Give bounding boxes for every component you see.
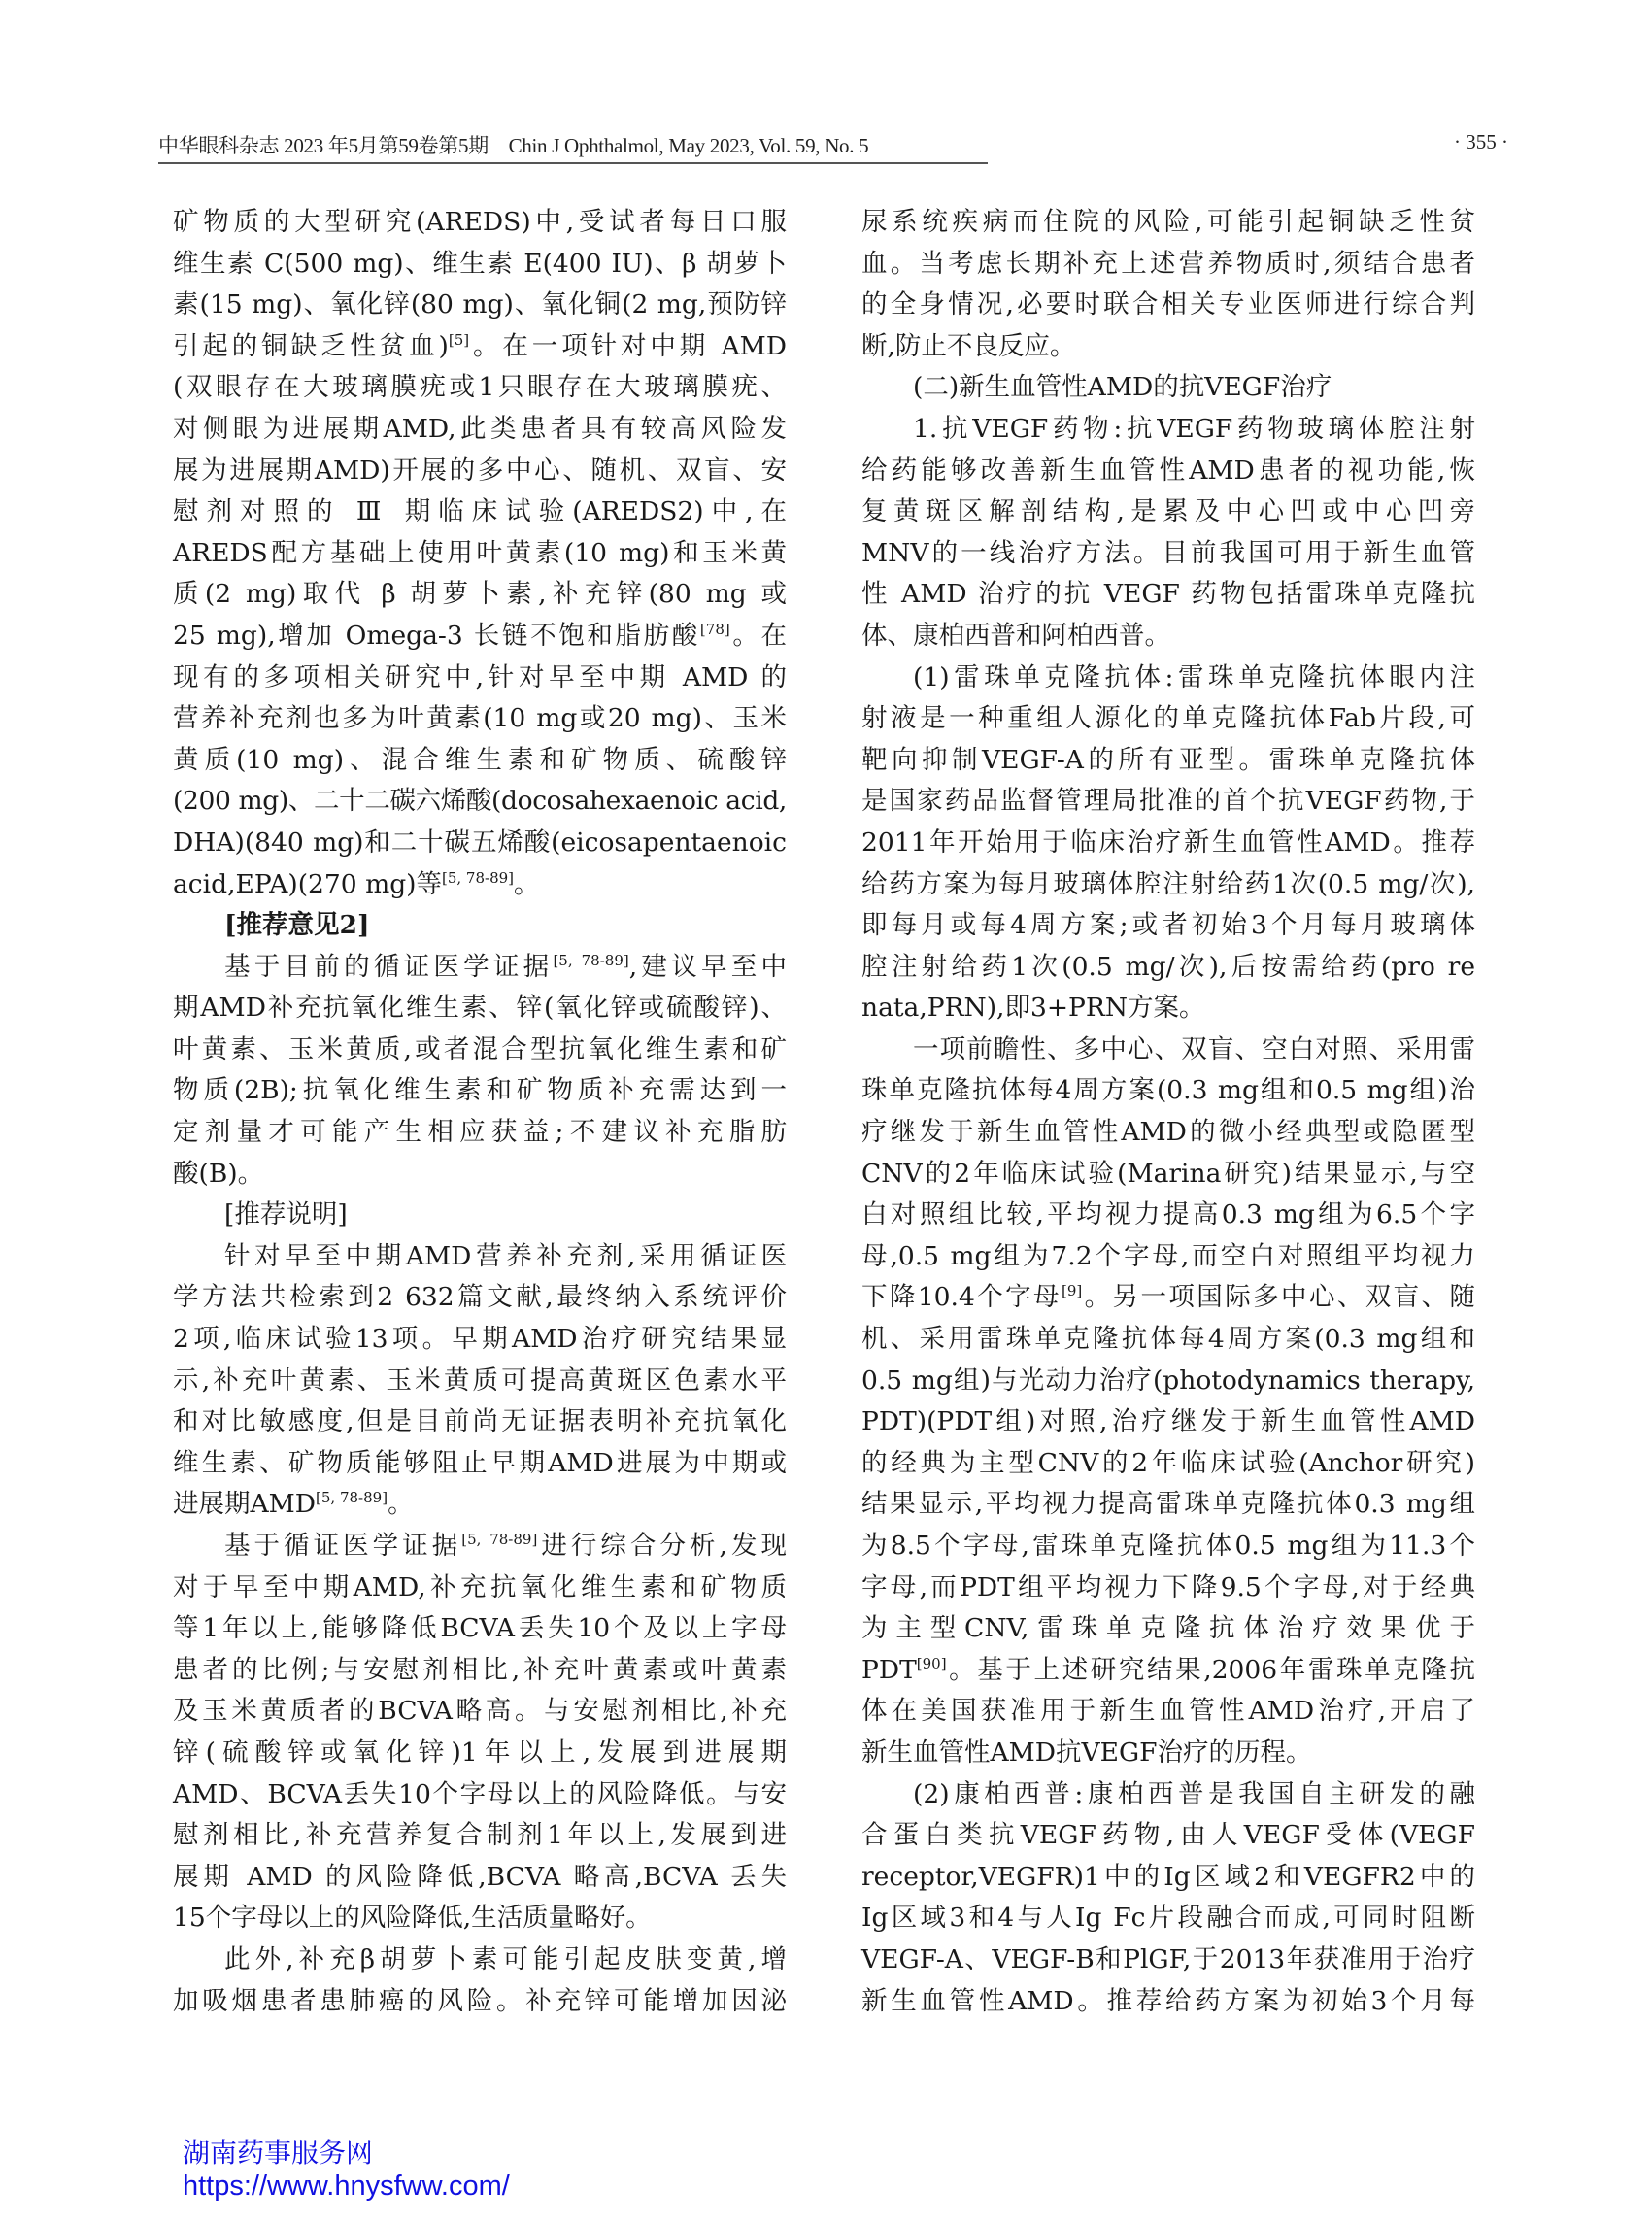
line-text: 下降10.4个字母: [861, 1282, 1062, 1313]
line-text: MNV的一线治疗方法。目前我国可用于新生血管: [861, 537, 1475, 568]
line-text: 为8.5个字母,雷珠单克隆抗体0.5 mg组为11.3个: [861, 1531, 1475, 1561]
text-line: [861, 1195, 1475, 1236]
text-line: [861, 409, 1475, 451]
watermark-url-link[interactable]: https://www.hnysfww.com/: [183, 2171, 510, 2202]
text-line: [861, 823, 1475, 864]
text-line: [173, 1857, 787, 1899]
text-line: [173, 1815, 787, 1857]
text-line: [173, 1070, 787, 1112]
text-line: [861, 1070, 1475, 1112]
line-text: [推荐意见2]: [224, 910, 370, 941]
line-text: (双眼存在大玻璃膜疣或1只眼存在大玻璃膜疣、: [173, 372, 787, 403]
line-text: 新生血管性AMD。推荐给药方案为初始3个月每: [861, 1985, 1475, 2016]
line-text: nata,PRN),即3+PRN方案。: [861, 993, 1205, 1024]
line-text: 靶向抑制VEGF-A的所有亚型。雷珠单克隆抗体: [861, 744, 1475, 775]
text-line: [861, 1443, 1475, 1485]
text-line: [173, 1195, 787, 1236]
line-text: 合蛋白类抗VEGF药物,由人VEGF受体(VEGF: [861, 1820, 1475, 1851]
line-text: Ig区域3和4与人Ig Fc片段融合而成,可同时阻断: [861, 1903, 1475, 1934]
text-line: [861, 1236, 1475, 1278]
line-text: 锌(硫酸锌或氧化锌)1年以上,发展到进展期: [173, 1736, 787, 1768]
line-text: 黄质(10 mg)、混合维生素和矿物质、硫酸锌: [173, 744, 787, 775]
line-text: 射液是一种重组人源化的单克隆抗体Fab片段,可: [861, 703, 1475, 734]
line-text: 。基于上述研究结果,2006年雷珠单克隆抗: [946, 1654, 1475, 1685]
text-line: [861, 1029, 1475, 1071]
line-text: 。在一项针对中期 AMD: [469, 330, 787, 361]
header-rule: [158, 162, 988, 164]
line-text: PDT)(PDT组)对照,治疗继发于新生血管性AMD: [861, 1406, 1475, 1437]
citation-reference[interactable]: [5]: [448, 330, 470, 349]
text-line: [173, 285, 787, 326]
text-line: [861, 202, 1475, 244]
line-text: 基于目前的循证医学证据: [224, 951, 554, 982]
line-text: 2011年开始用于临床治疗新生血管性AMD。推荐: [861, 826, 1475, 858]
line-text: 复黄斑区解剖结构,是累及中心凹或中心凹旁: [861, 496, 1475, 527]
recommendation-heading: [173, 905, 787, 947]
line-text: 。另一项国际多中心、双盲、随: [1082, 1282, 1475, 1313]
line-text: PDT: [861, 1654, 917, 1685]
line-text: 即每月或每4周方案;或者初始3个月每月玻璃体: [861, 910, 1475, 941]
line-text: 给药方案为每月玻璃体腔注射给药1次(0.5 mg/次),: [861, 868, 1475, 899]
line-text: 基于循证医学证据: [224, 1531, 462, 1561]
line-text: 一项前瞻性、多中心、双盲、空白对照、采用雷: [913, 1033, 1475, 1064]
line-text: 2项,临床试验13项。早期AMD治疗研究结果显: [173, 1324, 787, 1355]
line-text: (二)新生血管性AMD的抗VEGF治疗: [913, 372, 1332, 403]
line-text: 疗继发于新生血管性AMD的微小经典型或隐匿型: [861, 1117, 1475, 1148]
line-text: 和对比敏感度,但是目前尚无证据表明补充抗氧化: [173, 1406, 787, 1437]
text-line: [173, 202, 787, 244]
line-text: 体、康柏西普和阿柏西普。: [861, 620, 1170, 651]
text-line: [173, 1319, 787, 1361]
text-line: [861, 1319, 1475, 1361]
line-text: 机、采用雷珠单克隆抗体每4周方案(0.3 mg组和: [861, 1324, 1475, 1355]
text-line: [173, 988, 787, 1029]
line-text: ,建议早至中: [628, 951, 787, 982]
citation-reference[interactable]: [78]: [699, 620, 730, 638]
text-line: [861, 326, 1475, 368]
text-line: [173, 698, 787, 740]
line-text: 字母,而PDT组平均视力下降9.5个字母,对于经典: [861, 1571, 1475, 1602]
line-text: 质(2 mg)取代 β 胡萝卜素,补充锌(80 mg 或: [173, 579, 787, 610]
line-text: 叶黄素、玉米黄质,或者混合型抗氧化维生素和矿: [173, 1033, 787, 1064]
watermark: [183, 2137, 510, 2203]
line-text: 15个字母以上的风险降低,生活质量略好。: [173, 1903, 652, 1934]
text-line: [173, 1691, 787, 1733]
citation-reference[interactable]: [5, 78-89]: [461, 1531, 538, 1548]
text-line: [861, 1650, 1475, 1692]
text-line: [861, 1608, 1475, 1650]
line-text: 素(15 mg)、氧化锌(80 mg)、氧化铜(2 mg,预防锌: [173, 289, 787, 320]
line-text: 及玉米黄质者的BCVA略高。与安慰剂相比,补充: [173, 1696, 787, 1727]
watermark-site-name: 湖南药事服务网: [183, 2137, 374, 2169]
text-line: [173, 409, 787, 451]
text-line: [173, 574, 787, 616]
text-line: [861, 244, 1475, 286]
line-text: receptor,VEGFR)1中的Ig区域2和VEGFR2中的: [861, 1861, 1475, 1892]
text-line: [173, 533, 787, 575]
line-text: 此外,补充β胡萝卜素可能引起皮肤变黄,增: [224, 1943, 787, 1974]
line-text: DHA)(840 mg)和二十碳五烯酸(eicosapentaenoic: [173, 826, 787, 858]
text-line: [861, 988, 1475, 1029]
text-line: [173, 1484, 787, 1526]
citation-reference[interactable]: [5, 78-89]: [316, 1489, 388, 1507]
text-line: [861, 1733, 1475, 1774]
text-line: [173, 244, 787, 286]
line-text: 进行综合分析,发现: [537, 1531, 788, 1561]
line-text: 腔注射给药1次(0.5 mg/次),后按需给药(pro re: [861, 951, 1475, 982]
line-text: 。在: [729, 620, 787, 651]
text-line: [861, 905, 1475, 947]
line-text: 的经典为主型CNV的2年临床试验(Anchor研究): [861, 1447, 1475, 1478]
text-line: [861, 491, 1475, 533]
text-line: [861, 574, 1475, 616]
text-line: [173, 823, 787, 864]
text-line: [173, 1526, 787, 1568]
text-line: [861, 1898, 1475, 1939]
text-line: [173, 1568, 787, 1609]
text-line: [173, 367, 787, 409]
text-line: [173, 1939, 787, 1981]
line-text: 对侧眼为进展期AMD,此类患者具有较高风险发: [173, 413, 787, 444]
citation-reference[interactable]: [90]: [916, 1654, 947, 1672]
text-line: [173, 781, 787, 823]
line-text: CNV的2年临床试验(Marina研究)结果显示,与空: [861, 1158, 1475, 1189]
text-line: [861, 1774, 1475, 1816]
text-line: [173, 1277, 787, 1319]
line-text: 展为进展期AMD)开展的多中心、随机、双盲、安: [173, 455, 787, 486]
line-text: VEGF-A、VEGF-B和PlGF,于2013年获准用于治疗: [861, 1943, 1475, 1974]
line-text: 白对照组比较,平均视力提高0.3 mg组为6.5个字: [861, 1199, 1475, 1230]
text-line: [173, 1401, 787, 1443]
line-text: 酸(B)。: [173, 1158, 264, 1189]
line-text: 维生素、矿物质能够阻止早期AMD进展为中期或: [173, 1447, 787, 1478]
page-number: · 355 ·: [1454, 130, 1508, 153]
text-line: [173, 451, 787, 492]
line-text: 矿物质的大型研究(AREDS)中,受试者每日口服: [173, 207, 787, 237]
line-text: 的全身情况,必要时联合相关专业医师进行综合判: [861, 289, 1475, 320]
citation-reference[interactable]: [9]: [1061, 1282, 1083, 1300]
text-line: [861, 616, 1475, 657]
line-text: 是国家药品监督管理局批准的首个抗VEGF药物,于: [861, 786, 1475, 817]
text-line: [861, 1815, 1475, 1857]
line-text: 为主型CNV,雷珠单克隆抗体治疗效果优于: [861, 1613, 1475, 1644]
text-line: [861, 1484, 1475, 1526]
text-line: [173, 864, 787, 906]
line-text: 1.抗VEGF药物:抗VEGF药物玻璃体腔注射: [913, 413, 1475, 444]
text-line: [173, 326, 787, 368]
text-line: [861, 657, 1475, 699]
line-text: 营养补充剂也多为叶黄素(10 mg或20 mg)、玉米: [173, 703, 787, 734]
line-text: 展期 AMD 的风险降低,BCVA 略高,BCVA 丢失: [173, 1861, 787, 1892]
text-line: [861, 781, 1475, 823]
line-text: 学方法共检索到2 632篇文献,最终纳入系统评价: [173, 1282, 787, 1313]
text-line: [173, 1608, 787, 1650]
line-text: 。: [388, 1489, 414, 1520]
line-text: 现有的多项相关研究中,针对早至中期 AMD 的: [173, 661, 787, 692]
text-line: [173, 657, 787, 699]
line-text: 对于早至中期AMD,补充抗氧化维生素和矿物质: [173, 1571, 787, 1602]
text-line: [861, 533, 1475, 575]
line-text: 示,补充叶黄素、玉米黄质可提高黄斑区色素水平: [173, 1365, 787, 1396]
text-line: [173, 1898, 787, 1939]
text-line: [861, 1112, 1475, 1154]
journal-citation: 中华眼科杂志 2023 年5月第59卷第5期 Chin J Ophthalmol, May 2023, Vol. 59, No. 5: [158, 134, 869, 157]
line-text: 定剂量才可能产生相应获益;不建议补充脂肪: [173, 1117, 787, 1148]
line-text: 等1年以上,能够降低BCVA丢失10个及以上字母: [173, 1613, 787, 1644]
line-text: 珠单克隆抗体每4周方案(0.3 mg组和0.5 mg组)治: [861, 1075, 1475, 1106]
left-column: [173, 202, 787, 2022]
right-column: [861, 202, 1475, 2022]
text-line: [861, 1526, 1475, 1568]
text-line: [173, 1981, 787, 2023]
line-text: 尿系统疾病而住院的风险,可能引起铜缺乏性贫: [861, 207, 1475, 237]
line-text: 0.5 mg组)与光动力治疗(photodynamics therapy,: [861, 1365, 1475, 1396]
line-text: 断,防止不良反应。: [861, 330, 1076, 361]
text-line: [861, 864, 1475, 906]
citation-reference[interactable]: [5, 78-89]: [553, 951, 629, 969]
text-line: [861, 285, 1475, 326]
text-line: [173, 491, 787, 533]
text-line: [173, 1112, 787, 1154]
text-line: [173, 1733, 787, 1774]
line-text: AMD、BCVA丢失10个字母以上的风险降低。与安: [173, 1778, 787, 1809]
text-line: [861, 1154, 1475, 1196]
text-line: [861, 1691, 1475, 1733]
line-text: acid,EPA)(270 mg)等: [173, 868, 442, 899]
text-line: [173, 616, 787, 657]
text-line: [861, 740, 1475, 782]
line-text: 加吸烟患者患肺癌的风险。补充锌可能增加因泌: [173, 1985, 787, 2016]
line-text: [推荐说明]: [224, 1199, 348, 1230]
line-text: 引起的铜缺乏性贫血): [173, 330, 449, 361]
line-text: (2)康柏西普:康柏西普是我国自主研发的融: [913, 1778, 1475, 1809]
line-text: 体在美国获准用于新生血管性AMD治疗,开启了: [861, 1696, 1475, 1727]
line-text: 新生血管性AMD抗VEGF治疗的历程。: [861, 1736, 1312, 1768]
text-line: [861, 1857, 1475, 1899]
line-text: 维生素 C(500 mg)、维生素 E(400 IU)、β 胡萝卜: [173, 248, 787, 279]
text-line: [173, 1029, 787, 1071]
text-line: [173, 740, 787, 782]
running-header: [158, 130, 1508, 165]
text-line: [173, 1650, 787, 1692]
text-line: [861, 1939, 1475, 1981]
text-line: [173, 1774, 787, 1816]
text-line: [861, 1981, 1475, 2023]
text-line: [173, 1361, 787, 1402]
line-text: 慰剂相比,补充营养复合制剂1年以上,发展到进: [173, 1820, 787, 1851]
line-text: 结果显示,平均视力提高雷珠单克隆抗体0.3 mg组: [861, 1489, 1475, 1520]
line-text: 期AMD补充抗氧化维生素、锌(氧化锌或硫酸锌)、: [173, 993, 787, 1024]
line-text: AREDS配方基础上使用叶黄素(10 mg)和玉米黄: [173, 537, 787, 568]
line-text: (1)雷珠单克隆抗体:雷珠单克隆抗体眼内注: [913, 661, 1475, 692]
line-text: 进展期AMD: [173, 1489, 317, 1520]
line-text: 慰剂对照的 Ⅲ 期临床试验(AREDS2)中,在: [173, 496, 787, 527]
line-text: 性 AMD 治疗的抗 VEGF 药物包括雷珠单克隆抗: [861, 579, 1475, 610]
citation-reference[interactable]: [5, 78-89]: [442, 868, 515, 887]
line-text: 针对早至中期AMD营养补充剂,采用循证医: [224, 1240, 787, 1271]
text-line: [861, 1568, 1475, 1609]
text-line: [173, 1443, 787, 1485]
text-line: [173, 947, 787, 989]
line-text: 血。当考虑长期补充上述营养物质时,须结合患者: [861, 248, 1475, 279]
text-line: [861, 1277, 1475, 1319]
text-line: [861, 698, 1475, 740]
line-text: (200 mg)、二十二碳六烯酸(docosahexaenoic acid,: [173, 786, 787, 817]
line-text: 患者的比例;与安慰剂相比,补充叶黄素或叶黄素: [173, 1654, 787, 1685]
text-line: [861, 1401, 1475, 1443]
line-text: 。: [514, 868, 540, 899]
text-line: [861, 1361, 1475, 1402]
text-line: [173, 1154, 787, 1196]
line-text: 母,0.5 mg组为7.2个字母,而空白对照组平均视力: [861, 1240, 1475, 1271]
line-text: 物质(2B);抗氧化维生素和矿物质补充需达到一: [173, 1075, 787, 1106]
line-text: 25 mg),增加 Omega-3 长链不饱和脂肪酸: [173, 620, 700, 651]
text-line: [173, 1236, 787, 1278]
text-line: [861, 451, 1475, 492]
text-line: [861, 947, 1475, 989]
text-line: [861, 367, 1475, 409]
line-text: 给药能够改善新生血管性AMD患者的视功能,恢: [861, 455, 1475, 486]
